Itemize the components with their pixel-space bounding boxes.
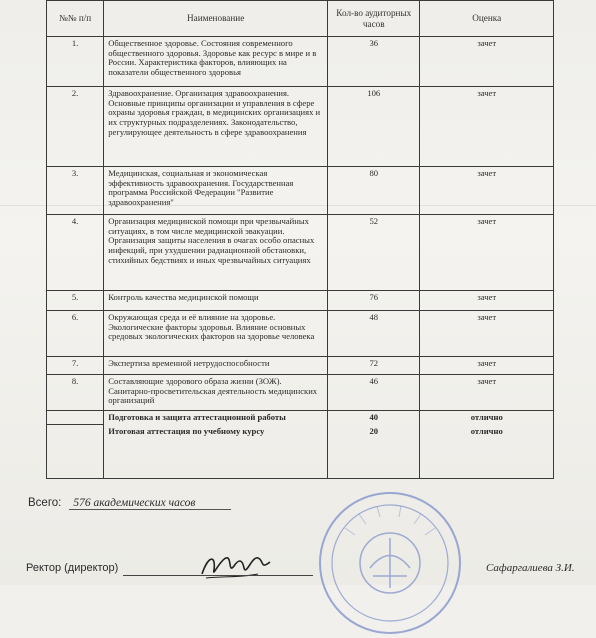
- header-hours: Кол-во аудиторных часов: [328, 1, 420, 37]
- row-number: 6.: [47, 311, 104, 357]
- row-grade: зачет: [420, 215, 554, 291]
- row-hours: 80: [328, 167, 420, 215]
- total-hours: [28, 497, 231, 510]
- header-number: №№ п/п: [47, 1, 104, 37]
- row-name: Здравоохранение. Организация здравоохранения. Основные принципы организации и управления в сфере охраны здоровья граждан, в медицинских организациях и их структурных подразделениях. Законодательство, регулирующее деятельность в сфере здравоохранения: [104, 87, 328, 167]
- row-hours: 72: [328, 357, 420, 375]
- table-row: [47, 87, 554, 167]
- total-value: 576 академических часов: [69, 497, 231, 510]
- row-hours: 106: [328, 87, 420, 167]
- table-header-row: [47, 1, 554, 37]
- row-grade: зачет: [420, 291, 554, 311]
- row-number: 1.: [47, 37, 104, 87]
- row-grade: отлично: [420, 425, 554, 479]
- row-hours: 52: [328, 215, 420, 291]
- table-row: [47, 375, 554, 411]
- header-grade: Оценка: [420, 1, 554, 37]
- header-name: Наименование: [104, 1, 328, 37]
- row-number: 2.: [47, 87, 104, 167]
- row-name: Организация медицинской помощи при чрезвычайных ситуациях, в том числе медицинской эвакуации. Организация защиты населения в очагах особо опасных инфекций, при ухудшении радиационной обстановки, стихийных бедствиях и иных чрезвычайных ситуациях: [104, 215, 328, 291]
- table-row: [47, 37, 554, 87]
- table-row: [47, 291, 554, 311]
- table-row: [47, 167, 554, 215]
- rector-label: Ректор (директор): [26, 562, 119, 574]
- row-name: Составляющие здорового образа жизни (ЗОЖ). Санитарно-просветительская деятельность медицинских организаций: [104, 375, 328, 411]
- table-row: [47, 357, 554, 375]
- row-number: 3.: [47, 167, 104, 215]
- table-row: [47, 311, 554, 357]
- rector-signature: [198, 548, 276, 584]
- row-grade: зачет: [420, 37, 554, 87]
- total-label: Всего:: [28, 497, 62, 509]
- row-grade: зачет: [420, 311, 554, 357]
- row-name: Окружающая среда и её влияние на здоровье. Экологические факторы здоровья. Влияние основных средовых экологических факторов на здоровье человека: [104, 311, 328, 357]
- final-row-attestation: [47, 425, 554, 479]
- row-grade: зачет: [420, 87, 554, 167]
- row-name: Медицинская, социальная и экономическая эффективность здравоохранения. Государственная программа Российской Федерации "Развитие здравоохранения": [104, 167, 328, 215]
- row-name: Общественное здоровье. Состояния современного общественного здоровья. Здоровье как ресурс в мире и в России. Характеристика факторов, влияющих на показатели общественного здоровья: [104, 37, 328, 87]
- courses-table: [46, 0, 554, 479]
- row-grade: зачет: [420, 357, 554, 375]
- row-number: 4.: [47, 215, 104, 291]
- row-hours: 76: [328, 291, 420, 311]
- table-row: [47, 215, 554, 291]
- rector-name: Сафаргалиева З.И.: [486, 562, 575, 574]
- row-number: 8.: [47, 375, 104, 411]
- row-hours: 40: [328, 411, 420, 425]
- row-name: Итоговая аттестация по учебному курсу: [104, 425, 328, 479]
- row-number: 7.: [47, 357, 104, 375]
- signature-line: [123, 575, 313, 576]
- final-row-thesis: [47, 411, 554, 425]
- row-grade: зачет: [420, 375, 554, 411]
- row-hours: 48: [328, 311, 420, 357]
- row-name: Подготовка и защита аттестационной работы: [104, 411, 328, 425]
- row-number: 5.: [47, 291, 104, 311]
- row-name: Контроль качества медицинской помощи: [104, 291, 328, 311]
- row-name: Экспертиза временной нетрудоспособности: [104, 357, 328, 375]
- row-hours: 20: [328, 425, 420, 479]
- row-hours: 46: [328, 375, 420, 411]
- row-grade: зачет: [420, 167, 554, 215]
- row-hours: 36: [328, 37, 420, 87]
- official-stamp: [315, 488, 465, 638]
- row-grade: отлично: [420, 411, 554, 425]
